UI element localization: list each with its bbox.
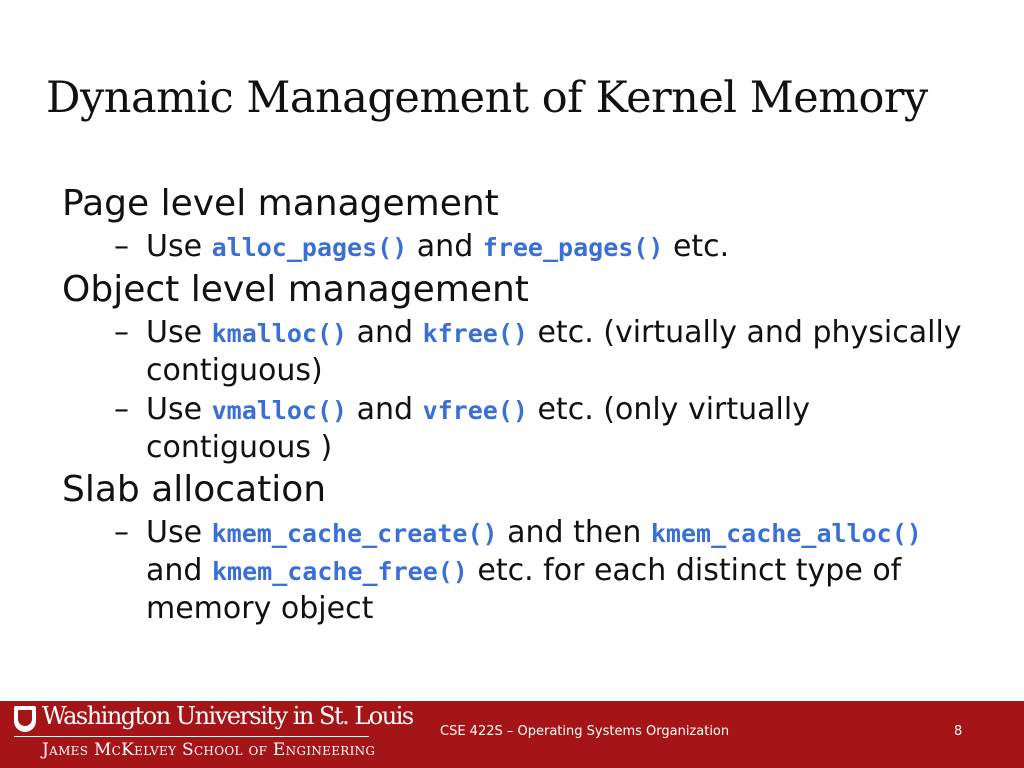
- text-segment: etc. for each distinct type of memory object: [146, 553, 902, 626]
- university-logo: [14, 702, 413, 764]
- code-kfree: kfree(): [422, 319, 528, 348]
- text-segment: and: [347, 315, 423, 350]
- dash-marker: –: [114, 315, 129, 350]
- text-segment: and: [407, 229, 483, 264]
- code-kmalloc: kmalloc(): [211, 319, 348, 348]
- dash-marker: –: [114, 229, 129, 264]
- bullet-page-level: Page level management: [62, 183, 499, 224]
- slide-title: Dynamic Management of Kernel Memory: [46, 73, 928, 123]
- text-segment: and: [347, 392, 423, 427]
- bullet-slab-allocation: Slab allocation: [62, 469, 327, 510]
- code-kmem-cache-alloc: kmem_cache_alloc(): [650, 519, 922, 548]
- text-segment: and: [146, 553, 212, 588]
- text-segment: Use: [146, 315, 212, 350]
- text-segment: and then: [497, 515, 651, 550]
- school-name: James McKelvey School of Engineering: [42, 740, 376, 760]
- shield-icon: [14, 706, 36, 732]
- course-title: CSE 422S – Operating Systems Organization: [440, 724, 730, 739]
- text-segment: etc. (only virtually contiguous ): [146, 392, 810, 465]
- code-free-pages: free_pages(): [482, 233, 664, 262]
- sub-bullet-page-level-apis: [62, 228, 982, 266]
- sub-bullet-vmalloc: [62, 391, 982, 466]
- page-number: 8: [954, 724, 963, 739]
- sub-bullet-kmem-cache: [62, 514, 982, 627]
- sub-bullet-kmalloc: [62, 314, 982, 389]
- code-kmem-cache-create: kmem_cache_create(): [211, 519, 498, 548]
- slide-content: [62, 180, 982, 627]
- text-segment: etc. (virtually and physically contiguous): [146, 315, 962, 388]
- text-segment: Use: [146, 392, 212, 427]
- code-alloc-pages: alloc_pages(): [211, 233, 408, 262]
- code-vfree: vfree(): [422, 396, 528, 425]
- logo-divider: [14, 736, 369, 737]
- code-vmalloc: vmalloc(): [211, 396, 348, 425]
- text-segment: Use: [146, 515, 212, 550]
- text-segment: Use: [146, 229, 212, 264]
- text-segment: etc.: [663, 229, 730, 264]
- bullet-object-level: Object level management: [62, 269, 529, 310]
- dash-marker: –: [114, 392, 129, 427]
- university-name: Washington University in St. Louis: [42, 702, 413, 730]
- code-kmem-cache-free: kmem_cache_free(): [211, 557, 468, 586]
- dash-marker: –: [114, 515, 129, 550]
